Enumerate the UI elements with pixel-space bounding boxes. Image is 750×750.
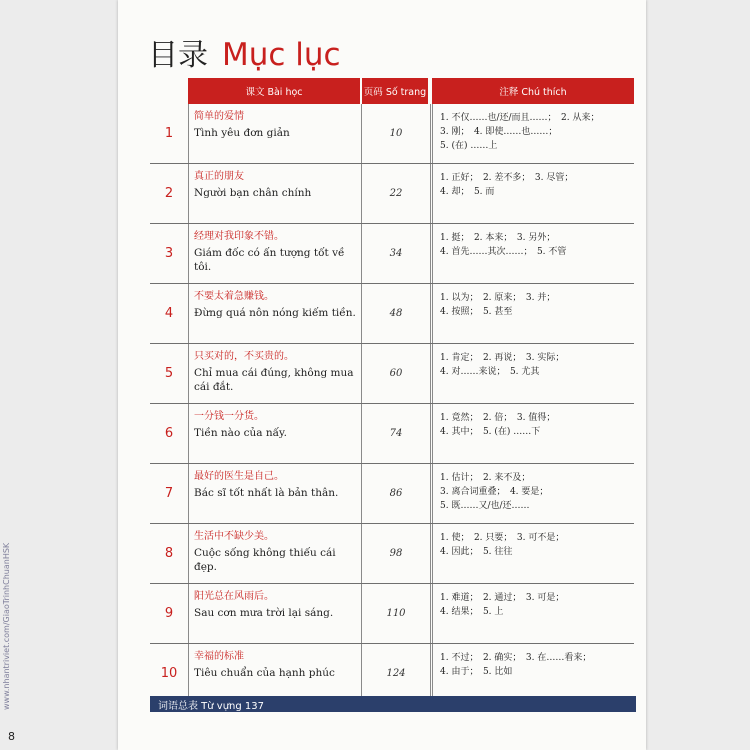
column-divider [430, 524, 431, 583]
grammar-notes [440, 231, 634, 259]
lesson-title-chinese: 不要太着急赚钱。 [194, 291, 274, 302]
lesson-title-chinese: 简单的爱情 [194, 111, 244, 122]
lesson-title[interactable] [194, 650, 358, 680]
lesson-title[interactable] [194, 530, 358, 574]
lesson-title-chinese: 一分钱一分货。 [194, 411, 264, 422]
note-line: 3. 刚； 4. 即使……也……； [440, 127, 558, 137]
table-body [150, 104, 634, 704]
lesson-title-vietnamese: Bác sĩ tốt nhất là bản thân. [194, 487, 339, 499]
note-line: 1. 竟然； 2. 倍； 3. 值得； [440, 413, 556, 423]
column-divider [432, 224, 433, 283]
column-divider [432, 464, 433, 523]
page-reference: 98 [389, 548, 403, 559]
title-chinese: 目录 [148, 38, 208, 73]
column-divider [430, 644, 431, 703]
lesson-title[interactable] [194, 470, 358, 500]
column-divider [432, 344, 433, 403]
page-reference: 10 [389, 128, 403, 139]
lesson-number: 5 [164, 366, 174, 381]
grammar-notes [440, 651, 634, 679]
page-reference: 110 [386, 608, 406, 619]
page-title [148, 30, 341, 73]
lesson-title[interactable] [194, 410, 358, 440]
note-line: 1. 挺； 2. 本来； 3. 另外； [440, 233, 556, 243]
lesson-title-chinese: 最好的医生是自己。 [194, 471, 284, 482]
lesson-title-vietnamese: Giám đốc có ấn tượng tốt về tôi. [194, 247, 345, 273]
column-divider [188, 524, 189, 583]
column-divider [188, 224, 189, 283]
page-reference: 48 [389, 308, 403, 319]
lesson-title-vietnamese: Tiêu chuẩn của hạnh phúc [194, 667, 335, 679]
column-divider [432, 284, 433, 343]
note-line: 4. 却； 5. 而 [440, 187, 495, 197]
book-page [118, 0, 646, 750]
table-header [150, 78, 634, 104]
table-row[interactable] [150, 404, 634, 464]
lesson-number: 2 [164, 186, 174, 201]
table-row[interactable] [150, 104, 634, 164]
lesson-title[interactable] [194, 230, 358, 274]
note-line: 3. 离合词重叠； 4. 要是； [440, 487, 549, 497]
column-divider [432, 164, 433, 223]
column-divider [432, 524, 433, 583]
lesson-title-chinese: 经理对我印象不错。 [194, 231, 284, 242]
lesson-title[interactable] [194, 290, 358, 320]
grammar-notes [440, 351, 634, 379]
table-row[interactable] [150, 584, 634, 644]
lesson-number: 9 [164, 606, 174, 621]
note-line: 1. 不过； 2. 确实； 3. 在……看来； [440, 653, 592, 663]
lesson-number: 7 [164, 486, 174, 501]
header-page: 页码 Số trang [362, 78, 428, 104]
table-row[interactable] [150, 284, 634, 344]
page-reference: 22 [389, 188, 403, 199]
lesson-title[interactable] [194, 110, 358, 140]
column-divider [188, 584, 189, 643]
column-divider [430, 164, 431, 223]
grammar-notes [440, 471, 634, 513]
lesson-title-chinese: 幸福的标准 [194, 651, 244, 662]
lesson-number: 10 [160, 666, 178, 681]
table-row[interactable] [150, 344, 634, 404]
lesson-number: 3 [164, 246, 174, 261]
lesson-title-vietnamese: Cuộc sống không thiếu cái đẹp. [194, 547, 336, 573]
column-divider [188, 104, 189, 163]
vocabulary-index-bar[interactable]: 词语总表 Từ vựng 137 [150, 696, 636, 712]
column-divider [188, 404, 189, 463]
lesson-title-chinese: 阳光总在风雨后。 [194, 591, 274, 602]
table-row[interactable] [150, 464, 634, 524]
lesson-number: 1 [164, 126, 174, 141]
lesson-title-vietnamese: Chỉ mua cái đúng, không mua cái đắt. [194, 367, 354, 393]
table-row[interactable] [150, 164, 634, 224]
column-divider [430, 404, 431, 463]
table-row[interactable] [150, 644, 634, 704]
table-row[interactable] [150, 524, 634, 584]
grammar-notes [440, 531, 634, 559]
column-divider [188, 164, 189, 223]
note-line: 1. 使； 2. 只要； 3. 可不是； [440, 533, 565, 543]
note-line: 4. 由于； 5. 比如 [440, 667, 513, 677]
column-divider [432, 584, 433, 643]
page-reference: 34 [389, 248, 403, 259]
title-vietnamese: Mục lục [222, 37, 341, 73]
note-line: 4. 因此； 5. 往往 [440, 547, 513, 557]
column-divider [430, 104, 431, 163]
note-line: 1. 正好； 2. 差不多； 3. 尽管； [440, 173, 574, 183]
grammar-notes [440, 171, 634, 199]
page-reference: 74 [389, 428, 403, 439]
column-divider [432, 644, 433, 703]
note-line: 1. 估计； 2. 来不及； [440, 473, 531, 483]
lesson-title-chinese: 只买对的，不买贵的。 [194, 351, 294, 362]
lesson-title[interactable] [194, 170, 358, 200]
column-divider [430, 224, 431, 283]
note-line: 4. 对……来说； 5. 尤其 [440, 367, 540, 377]
column-divider [432, 104, 433, 163]
lesson-title-chinese: 真正的朋友 [194, 171, 244, 182]
column-divider [430, 584, 431, 643]
lesson-title-vietnamese: Người bạn chân chính [194, 187, 312, 199]
column-divider [430, 284, 431, 343]
note-line: 5. 既……又/也/还…… [440, 501, 530, 511]
note-line: 1. 不仅……也/还/而且……； 2. 从来； [440, 113, 600, 123]
page-reference: 86 [389, 488, 403, 499]
column-divider [430, 464, 431, 523]
page-number: 8 [8, 730, 15, 743]
note-line: 1. 肯定； 2. 再说； 3. 实际； [440, 353, 565, 363]
grammar-notes [440, 591, 634, 619]
column-divider [188, 644, 189, 703]
column-divider [188, 464, 189, 523]
note-line: 4. 按照； 5. 甚至 [440, 307, 513, 317]
page-reference: 60 [389, 368, 403, 379]
page-reference: 124 [386, 668, 406, 679]
header-notes: 注释 Chú thích [432, 78, 634, 104]
lesson-title-vietnamese: Tình yêu đơn giản [194, 127, 290, 139]
grammar-notes [440, 411, 634, 439]
column-divider [432, 404, 433, 463]
column-divider [188, 344, 189, 403]
header-lesson: 课文 Bài học [188, 78, 360, 104]
lesson-number: 4 [164, 306, 174, 321]
lesson-title-vietnamese: Đừng quá nôn nóng kiếm tiền. [194, 307, 356, 319]
note-line: 4. 首先……其次……； 5. 不管 [440, 247, 567, 257]
lesson-title-vietnamese: Sau cơn mưa trời lại sáng. [194, 607, 334, 619]
table-row[interactable] [150, 224, 634, 284]
column-divider [188, 284, 189, 343]
lesson-title-vietnamese: Tiền nào của nấy. [194, 427, 287, 439]
note-line: 5. (在) ……上 [440, 141, 498, 151]
lesson-title[interactable] [194, 590, 358, 620]
lesson-title[interactable] [194, 350, 358, 394]
grammar-notes [440, 291, 634, 319]
lesson-number: 8 [164, 546, 174, 561]
lesson-number: 6 [164, 426, 174, 441]
note-line: 4. 结果； 5. 上 [440, 607, 504, 617]
watermark: www.nhantriviet.com/GiaoTrinhChuanHSK [2, 542, 11, 710]
grammar-notes [440, 111, 634, 153]
contents-table [150, 78, 634, 704]
column-divider [430, 344, 431, 403]
note-line: 1. 以为； 2. 原来； 3. 并； [440, 293, 556, 303]
note-line: 4. 其中； 5. (在) ……下 [440, 427, 541, 437]
lesson-title-chinese: 生活中不缺少美。 [194, 531, 274, 542]
note-line: 1. 难道； 2. 通过； 3. 可是； [440, 593, 565, 603]
